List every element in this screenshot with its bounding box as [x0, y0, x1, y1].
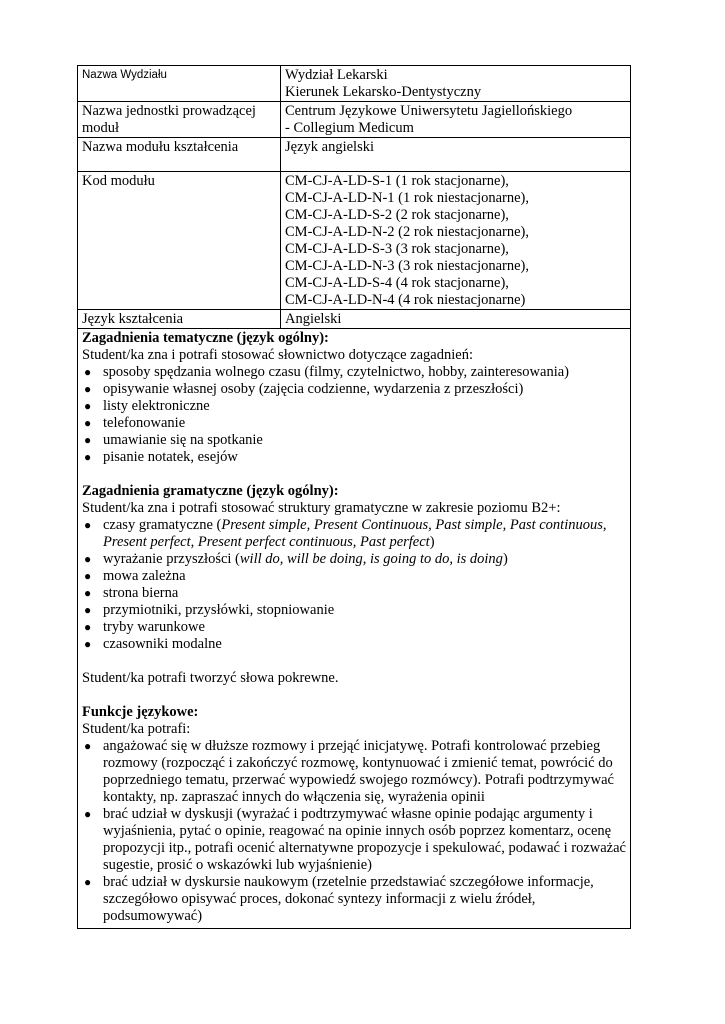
functions-list — [82, 738, 626, 925]
module-name: Język angielski — [285, 139, 374, 155]
faculty-label: Nazwa Wydziału — [78, 66, 281, 102]
module-code: CM-CJ-A-LD-N-3 (3 rok niestacjonarne), — [285, 258, 530, 274]
grammar-note: Student/ka potrafi tworzyć słowa pokrewne. — [82, 670, 339, 686]
table-row — [78, 329, 631, 929]
list-item: ● przymiotniki, przysłówki, stopniowanie — [82, 602, 626, 619]
list-item: ● umawianie się na spotkanie — [82, 432, 626, 449]
language-value — [281, 310, 631, 329]
module-code: CM-CJ-A-LD-N-4 (4 rok niestacjonarne) — [285, 292, 526, 308]
language-name: Angielski — [285, 311, 342, 327]
list-item: ● opisywanie własnej osoby (zajęcia codzienne, wydarzenia z przeszłości) — [82, 381, 626, 398]
table-row — [78, 172, 631, 310]
grammar-list — [82, 517, 626, 653]
table-row — [78, 138, 631, 172]
thematic-intro: Student/ka zna i potrafi stosować słownictwo dotyczące zagadnień: — [82, 347, 473, 363]
list-item: ● mowa zależna — [82, 568, 626, 585]
grammar-heading: Zagadnienia gramatyczne (język ogólny): — [82, 483, 339, 499]
list-item: ● brać udział w dyskursie naukowym (rzetelnie przedstawiać szczegółowe informacje, szczegółowo opisywać proces, dokonać syntezy informacji z wielu źródeł, podsumowywać) — [82, 874, 626, 925]
grammar-intro: Student/ka zna i potrafi stosować struktury gramatyczne w zakresie poziomu B2+: — [82, 500, 561, 516]
tenses-suffix: ) — [429, 534, 435, 550]
unit-name-cont: - Collegium Medicum — [285, 120, 414, 136]
list-item — [82, 517, 626, 551]
future-suffix: ) — [502, 551, 508, 567]
document-page — [77, 65, 631, 929]
faculty-name: Wydział Lekarski — [285, 67, 388, 83]
list-item: ● brać udział w dyskusji (wyrażać i podtrzymywać własne opinie podając argumenty i wyjaśnienia, pytać o opinie, reagować na opinie innych osób poprzez komentarz, ocenę propozycji itp., potrafi ocenić alternatywne propozycje i spekulować, podawać i rozważać sugestie, prosić o wskazówki lub wyjaśnienie) — [82, 806, 626, 874]
unit-label: Nazwa jednostki prowadzącej moduł — [78, 102, 281, 138]
faculty-direction: Kierunek Lekarsko-Dentystyczny — [285, 84, 482, 100]
table-row — [78, 102, 631, 138]
module-table — [77, 65, 631, 929]
future-italic: will do, will be doing, is going to do, is doing — [239, 551, 503, 567]
future-prefix: wyrażanie przyszłości ( — [103, 551, 240, 567]
language-label: Język kształcenia — [78, 310, 281, 329]
module-name-label: Nazwa modułu kształcenia — [78, 138, 281, 172]
functions-heading: Funkcje językowe: — [82, 704, 199, 720]
list-item: ● tryby warunkowe — [82, 619, 626, 636]
module-code: CM-CJ-A-LD-S-4 (4 rok stacjonarne), — [285, 275, 509, 291]
list-item: ● angażować się w dłuższe rozmowy i przejąć inicjatywę. Potrafi kontrolować przebieg rozmowy (rozpocząć i zakończyć rozmowę, kontynuować i zmienić temat, powrócić do poprzedniego tematu, przerwać wypowiedź swojego rozmówcy). Potrafi podtrzymywać kontakty, np. zapraszać innych do włączenia się, wyrażenia opinii — [82, 738, 626, 806]
unit-name: Centrum Językowe Uniwersytetu Jagiellońskiego — [285, 103, 573, 119]
table-row — [78, 66, 631, 102]
list-item — [82, 551, 626, 568]
module-code: CM-CJ-A-LD-N-1 (1 rok niestacjonarne), — [285, 190, 530, 206]
module-code: CM-CJ-A-LD-N-2 (2 rok niestacjonarne), — [285, 224, 530, 240]
faculty-value — [281, 66, 631, 102]
module-code: CM-CJ-A-LD-S-2 (2 rok stacjonarne), — [285, 207, 509, 223]
module-code-value — [281, 172, 631, 310]
thematic-heading: Zagadnienia tematyczne (język ogólny): — [82, 330, 329, 346]
module-code: CM-CJ-A-LD-S-1 (1 rok stacjonarne), — [285, 173, 509, 189]
module-code: CM-CJ-A-LD-S-3 (3 rok stacjonarne), — [285, 241, 509, 257]
module-name-value — [281, 138, 631, 172]
tenses-italic: Present simple, Present Continuous, Past simple, Past continuous, Present perfect, Present perfect continuous, Past perfect — [103, 517, 607, 550]
thematic-list — [82, 364, 626, 466]
unit-value — [281, 102, 631, 138]
list-item: ● sposoby spędzania wolnego czasu (filmy, czytelnictwo, hobby, zainteresowania) — [82, 364, 626, 381]
list-item: ● telefonowanie — [82, 415, 626, 432]
list-item: ● pisanie notatek, esejów — [82, 449, 626, 466]
content-cell — [78, 329, 631, 929]
module-code-label: Kod modułu — [78, 172, 281, 310]
table-row — [78, 310, 631, 329]
tenses-prefix: czasy gramatyczne ( — [103, 517, 222, 533]
functions-intro: Student/ka potrafi: — [82, 721, 191, 737]
list-item: ● czasowniki modalne — [82, 636, 626, 653]
list-item: ● strona bierna — [82, 585, 626, 602]
list-item: ● listy elektroniczne — [82, 398, 626, 415]
